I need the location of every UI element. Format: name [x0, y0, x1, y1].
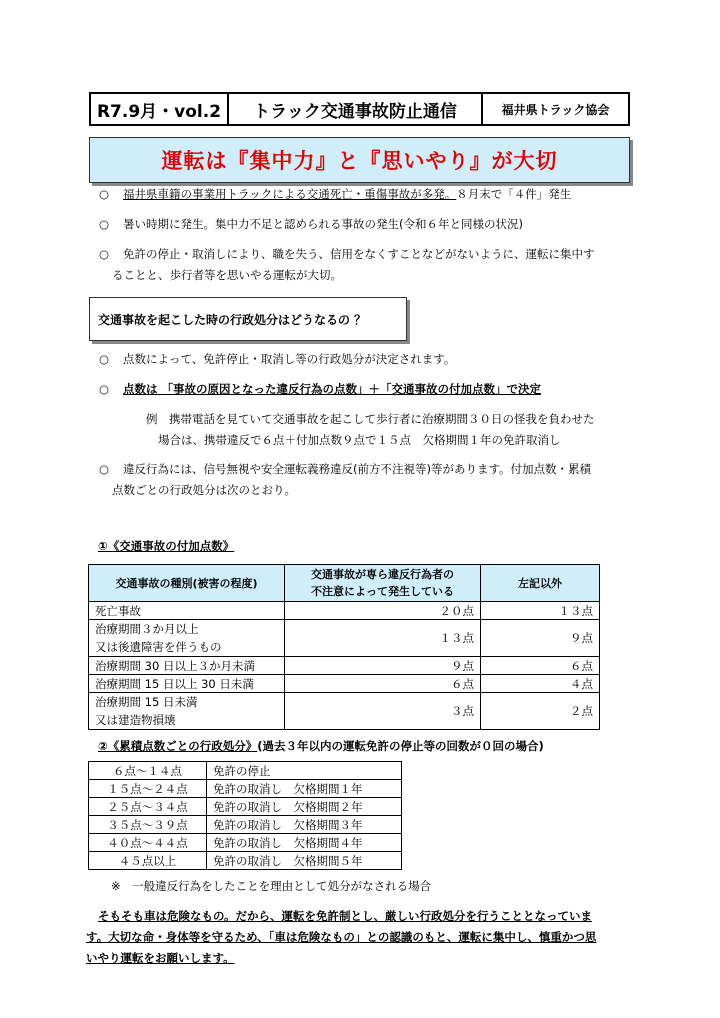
- header-box: [89, 92, 630, 126]
- bullet-3-text-2: ることと、歩行者等を思いやる運転が大切。: [112, 268, 342, 282]
- table-row: [89, 675, 600, 693]
- points-sole-fault: ９点: [285, 657, 481, 675]
- row-label: 治療期間 15 日以上 30 日未満: [89, 675, 285, 693]
- table-row: [89, 834, 402, 852]
- bullet-mark: ○: [99, 462, 110, 476]
- col-header-sole-fault-line2: 不注意によって発生している: [311, 585, 454, 598]
- section-bullet-1: [99, 349, 639, 370]
- penalty: 免許の停止: [207, 762, 402, 780]
- points-other: １３点: [481, 602, 600, 620]
- organization-name: 福井県トラック協会: [501, 102, 610, 117]
- newsletter-title: トラック交通事故防止通信: [229, 94, 483, 124]
- col-header-type: 交通事故の種別(被害の程度): [89, 565, 285, 602]
- table-header-row: [89, 565, 600, 602]
- table-row: [89, 693, 600, 730]
- table2-caption-note: (過去３年以内の運転免許の停止等の回数が０回の場合): [257, 739, 544, 753]
- points-other: ４点: [481, 675, 600, 693]
- section-bullet-1-text: 点数によって、免許停止・取消し等の行政処分が決定されます。: [123, 352, 456, 366]
- table-row: [89, 780, 402, 798]
- col-header-sole-fault: [285, 565, 481, 602]
- table-row: [89, 620, 600, 657]
- table-row: [89, 798, 402, 816]
- penalty: 免許の取消し 欠格期間１年: [207, 780, 402, 798]
- closing-line-3: いやり運転をお願いします。: [86, 951, 235, 965]
- section-bullet-2: [99, 379, 639, 400]
- penalty: 免許の取消し 欠格期間４年: [207, 834, 402, 852]
- bullet-mark: ○: [99, 247, 110, 261]
- bullet-mark: ○: [99, 352, 110, 366]
- table1-caption: ①《交通事故の付加点数》: [98, 539, 235, 553]
- closing-line-2: す。大切な命・身体等を守るため、「車は危険なもの」との認識のもと、運転に集中し、慎重かつ思: [86, 930, 597, 944]
- table-row: [89, 852, 402, 870]
- section-bullet-3: [99, 459, 639, 501]
- points-range: ４５点以上: [89, 852, 207, 870]
- penalty: 免許の取消し 欠格期間３年: [207, 816, 402, 834]
- table2-note: ※ 一般違反行為をしたことを理由として処分がなされる場合: [111, 879, 432, 893]
- additional-points-table: [88, 564, 600, 730]
- cumulative-points-table: [88, 761, 402, 870]
- row-label-line2: 又は後遺障害を伴うもの: [95, 640, 222, 654]
- row-label-line2: 又は建造物損壊: [95, 713, 176, 727]
- table2-caption: ②《累積点数ごとの行政処分》: [98, 739, 258, 753]
- penalty: 免許の取消し 欠格期間５年: [207, 852, 402, 870]
- table-row: [89, 602, 600, 620]
- bullet-2-text: 暑い時期に発生。集中力不足と認められる事故の発生(令和６年と同様の状況): [123, 217, 523, 231]
- points-other: ２点: [481, 693, 600, 730]
- bullet-mark: ○: [99, 382, 110, 396]
- table-row: [89, 657, 600, 675]
- points-range: １５点～２４点: [89, 780, 207, 798]
- headline-banner: 運転は『集中力』と『思いやり』が大切: [89, 137, 630, 183]
- section-bullet-3-text: 違反行為には、信号無視や安全運転義務違反(前方不注視等)等があります。付加点数・累積: [123, 462, 592, 476]
- section-bullet-3-text-2: 点数ごとの行政処分は次のとおり。: [112, 483, 296, 497]
- example-line-1: 例 携帯電話を見ていて交通事故を起こして歩行者に治療期間３０日の怪我を負わせた: [146, 412, 595, 426]
- section-title-box: [89, 297, 407, 341]
- points-sole-fault: ２０点: [285, 602, 481, 620]
- points-range: ６点～１４点: [89, 762, 207, 780]
- row-label: 治療期間 30 日以上３か月未満: [89, 657, 285, 675]
- row-label: [89, 693, 285, 730]
- points-other: ９点: [481, 620, 600, 657]
- points-range: ３５点～３９点: [89, 816, 207, 834]
- points-range: ４０点～４４点: [89, 834, 207, 852]
- closing-line-1: そもそも車は危険なもの。だから、運転を免許制とし、厳しい行政処分を行うこととなっていま: [98, 909, 593, 923]
- table2-caption-line: [98, 738, 544, 754]
- points-other: ６点: [481, 657, 600, 675]
- bullet-1-underlined: 福井県車籍の事業用トラックによる交通死亡・重傷事故が多発。: [123, 187, 457, 201]
- points-range: ２５点～３４点: [89, 798, 207, 816]
- section-bullet-2-text: 点数は 「事故の原因となった違反行為の点数」＋「交通事故の付加点数」で決定: [123, 382, 541, 396]
- row-label: [89, 620, 285, 657]
- col-header-sole-fault-line1: 交通事故が専ら違反行為者の: [311, 568, 454, 581]
- table-row: [89, 816, 402, 834]
- row-label: 死亡事故: [89, 602, 285, 620]
- example-line-2: 場合は、携帯違反で６点＋付加点数９点で１５点 欠格期間１年の免許取消し: [158, 433, 561, 447]
- section-title: 交通事故を起こした時の行政処分はどうなるの ？: [98, 312, 367, 327]
- points-sole-fault: ６点: [285, 675, 481, 693]
- row-label-line1: 治療期間３か月以上: [95, 622, 199, 636]
- bullet-1: [99, 184, 639, 205]
- bullet-mark: ○: [99, 187, 110, 201]
- row-label-line1: 治療期間 15 日未満: [95, 695, 198, 709]
- issue-label: R7.9月・vol.2: [91, 94, 229, 124]
- penalty: 免許の取消し 欠格期間２年: [207, 798, 402, 816]
- points-sole-fault: ３点: [285, 693, 481, 730]
- bullet-2: [99, 214, 639, 235]
- bullet-3: [99, 244, 639, 286]
- points-sole-fault: １３点: [285, 620, 481, 657]
- bullet-1-rest: ８月末で「４件」発生: [456, 187, 572, 201]
- col-header-other: 左記以外: [481, 565, 600, 602]
- bullet-3-text: 免許の停止・取消しにより、職を失う、信用をなくすことなどがないように、運転に集中す: [123, 247, 595, 261]
- table-row: [89, 762, 402, 780]
- bullet-mark: ○: [99, 217, 110, 231]
